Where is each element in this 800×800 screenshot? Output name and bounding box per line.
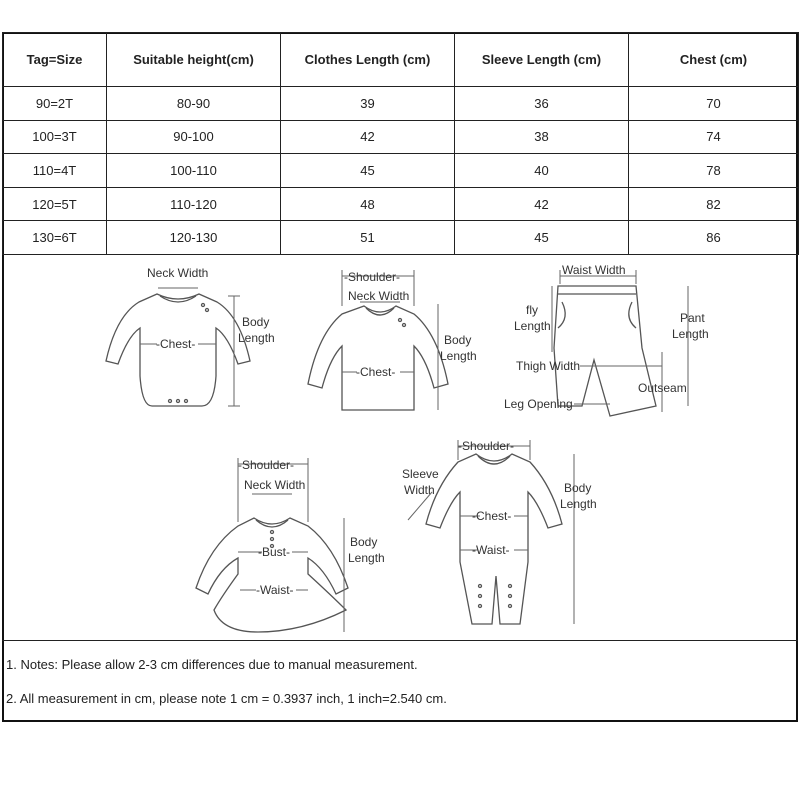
note-2: 2. All measurement in cm, please note 1 cm = 0.3937 inch, 1 inch=2.540 cm. [6, 691, 447, 706]
cell-height: 120-130 [107, 221, 281, 255]
pants-waist-label: Waist Width [562, 263, 626, 277]
shirt-diagram [308, 270, 477, 410]
dress-neck-label: Neck Width [244, 478, 306, 492]
cell-height: 100-110 [107, 154, 281, 188]
bodysuit-body-label: Body [242, 315, 270, 329]
bodysuit-chest-label: -Chest- [156, 337, 196, 351]
cell-size: 90=2T [3, 87, 107, 121]
header-sleeve-length: Sleeve Length (cm) [455, 33, 629, 87]
shirt-neck-label: Neck Width [348, 289, 410, 303]
cell-clothes-length: 39 [281, 87, 455, 121]
note-1: 1. Notes: Please allow 2-3 cm differences due to manual measurement. [6, 657, 418, 672]
romper-body-label: Body [564, 481, 592, 495]
cell-clothes-length: 48 [281, 187, 455, 221]
cell-sleeve-length: 42 [455, 187, 629, 221]
cell-size: 120=5T [3, 187, 107, 221]
cell-sleeve-length: 45 [455, 221, 629, 255]
dress-outline-icon [196, 518, 348, 632]
cell-chest: 82 [629, 187, 799, 221]
table-row [3, 154, 799, 188]
table-row [3, 87, 799, 121]
pants-fly-length-label: Length [514, 319, 551, 333]
cell-clothes-length: 42 [281, 120, 455, 154]
pants-thigh-label: Thigh Width [516, 359, 581, 373]
dress-length-label: Length [348, 551, 385, 565]
notes-section [2, 640, 798, 722]
shirt-body-label: Body [444, 333, 472, 347]
bodysuit-neck-label: Neck Width [147, 266, 209, 280]
bodysuit-diagram [106, 266, 275, 406]
cell-height: 110-120 [107, 187, 281, 221]
cell-clothes-length: 51 [281, 221, 455, 255]
romper-length-label: Length [560, 497, 597, 511]
cell-chest: 74 [629, 120, 799, 154]
dress-body-label: Body [350, 535, 378, 549]
measurement-diagrams [2, 256, 798, 640]
table-row [3, 187, 799, 221]
romper-outline-icon [426, 454, 562, 624]
pants-diagram [504, 263, 709, 416]
romper-chest-label: -Chest- [472, 509, 512, 523]
cell-size: 110=4T [3, 154, 107, 188]
pants-leg-opening-label: Leg Opening [504, 397, 573, 411]
table-header-row [3, 33, 799, 87]
romper-waist-label: -Waist- [472, 543, 510, 557]
pants-pant-label: Pant [680, 311, 705, 325]
table-row [3, 221, 799, 255]
romper-diagram [402, 439, 597, 624]
dress-bust-label: -Bust- [258, 545, 291, 559]
header-tag-size: Tag=Size [3, 33, 107, 87]
cell-sleeve-length: 36 [455, 87, 629, 121]
pants-pant-length-label: Length [672, 327, 709, 341]
cell-height: 80-90 [107, 87, 281, 121]
cell-size: 130=6T [3, 221, 107, 255]
cell-sleeve-length: 38 [455, 120, 629, 154]
cell-chest: 70 [629, 87, 799, 121]
romper-sleeve-label: Sleeve [402, 467, 439, 481]
pants-outseam-label: Outseam [638, 381, 687, 395]
romper-shoulder-label: -Shoulder- [458, 439, 515, 453]
header-clothes-length: Clothes Length (cm) [281, 33, 455, 87]
shirt-outline-icon [308, 306, 448, 410]
table-row [3, 120, 799, 154]
dress-shoulder-label: -Shoulder- [238, 458, 295, 472]
bodysuit-length-label: Length [238, 331, 275, 345]
header-chest: Chest (cm) [629, 33, 799, 87]
cell-height: 90-100 [107, 120, 281, 154]
cell-chest: 86 [629, 221, 799, 255]
size-table [2, 32, 799, 255]
dress-waist-label: -Waist- [256, 583, 294, 597]
romper-sleeve-width-label: Width [404, 483, 435, 497]
header-suitable-height: Suitable height(cm) [107, 33, 281, 87]
shirt-shoulder-label: -Shoulder- [344, 270, 401, 284]
shirt-chest-label: -Chest- [356, 365, 396, 379]
cell-sleeve-length: 40 [455, 154, 629, 188]
pants-fly-label: fly [526, 303, 538, 317]
cell-size: 100=3T [3, 120, 107, 154]
cell-clothes-length: 45 [281, 154, 455, 188]
dress-diagram [196, 458, 385, 632]
shirt-length-label: Length [440, 349, 477, 363]
cell-chest: 78 [629, 154, 799, 188]
